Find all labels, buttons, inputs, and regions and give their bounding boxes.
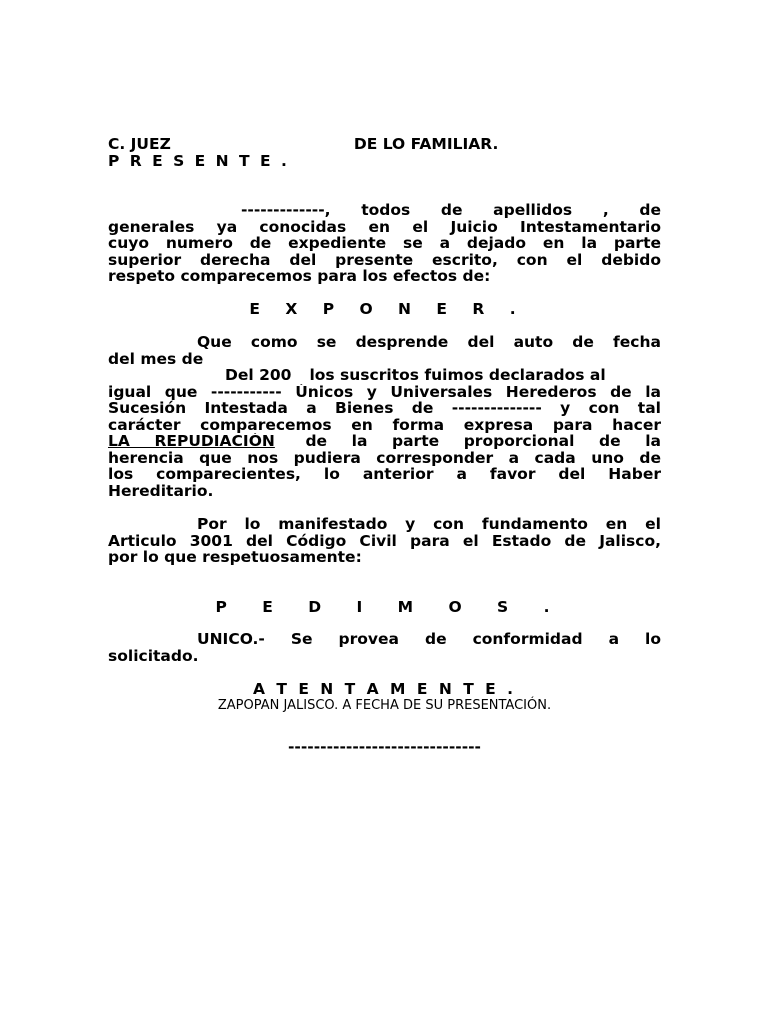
facts-line-6: carácter comparecemos en forma expresa para hacer: [108, 416, 661, 433]
facts-paragraph: [108, 334, 661, 499]
signature-line: ------------------------------: [288, 738, 481, 756]
intro-paragraph: [108, 202, 661, 285]
facts-line-9: los comparecientes, lo anterior a favor del Haber: [108, 466, 661, 483]
pedimos-heading: P E D I M O S .: [215, 597, 554, 616]
addressee-block: [108, 136, 661, 169]
facts-line-3: Del 200 los suscritos fuimos declarados al: [225, 366, 606, 384]
intro-line-4: superior derecha del presente escrito, con el debido: [108, 251, 661, 268]
legal-line-3: por lo que respetuosamente:: [108, 548, 362, 566]
intro-line-3: cuyo numero de expediente se a dejado en la parte: [108, 235, 661, 252]
legal-line-1: Por lo manifestado y con fundamento en el: [197, 516, 661, 533]
atentamente-heading: A T E N T A M E N T E .: [252, 680, 517, 698]
unico-line-2: solicitado.: [108, 646, 199, 665]
unico-line-1: UNICO.- Se provea de conformidad a lo: [197, 631, 661, 648]
addressee-familiar: DE LO FAMILIAR.: [353, 135, 499, 153]
facts-line-1: Que como se desprende del auto de fecha: [197, 334, 661, 351]
legal-line-2: Articulo 3001 del Código Civil para el Estado de Jalisco,: [108, 532, 661, 549]
repudiacion-text: LA REPUDIACIÓN: [108, 433, 275, 450]
intro-line-1: -------------, todos de apellidos , de: [241, 202, 661, 219]
exponer-heading: E X P O N E R .: [249, 299, 520, 318]
facts-line-8: herencia que nos pudiera corresponder a cada uno de: [108, 449, 661, 466]
unico-paragraph: [108, 631, 661, 664]
facts-line-4: igual que ----------- Únicos y Universales Herederos de la: [108, 383, 661, 400]
addressee-line: [108, 136, 661, 153]
facts-line-5: Sucesión Intestada a Bienes de -------------- y con tal: [108, 400, 661, 417]
intro-line-2: generales ya conocidas en el Juicio Intestamentario: [108, 218, 661, 235]
place-date-line: ZAPOPAN JALISCO. A FECHA DE SU PRESENTACIÓN.: [217, 697, 552, 713]
presente-line: P R E S E N T E .: [108, 151, 290, 170]
facts-line-2: del mes de: [108, 349, 204, 368]
facts-line-10: Hereditario.: [108, 481, 214, 500]
addressee-juez: C. JUEZ: [108, 135, 171, 153]
document-page: [108, 136, 661, 756]
facts-line-7: LA REPUDIACIÓN de la parte proporcional de la: [108, 433, 661, 450]
legal-paragraph: [108, 516, 661, 566]
intro-line-5: respeto comparecemos para los efectos de:: [108, 267, 491, 285]
